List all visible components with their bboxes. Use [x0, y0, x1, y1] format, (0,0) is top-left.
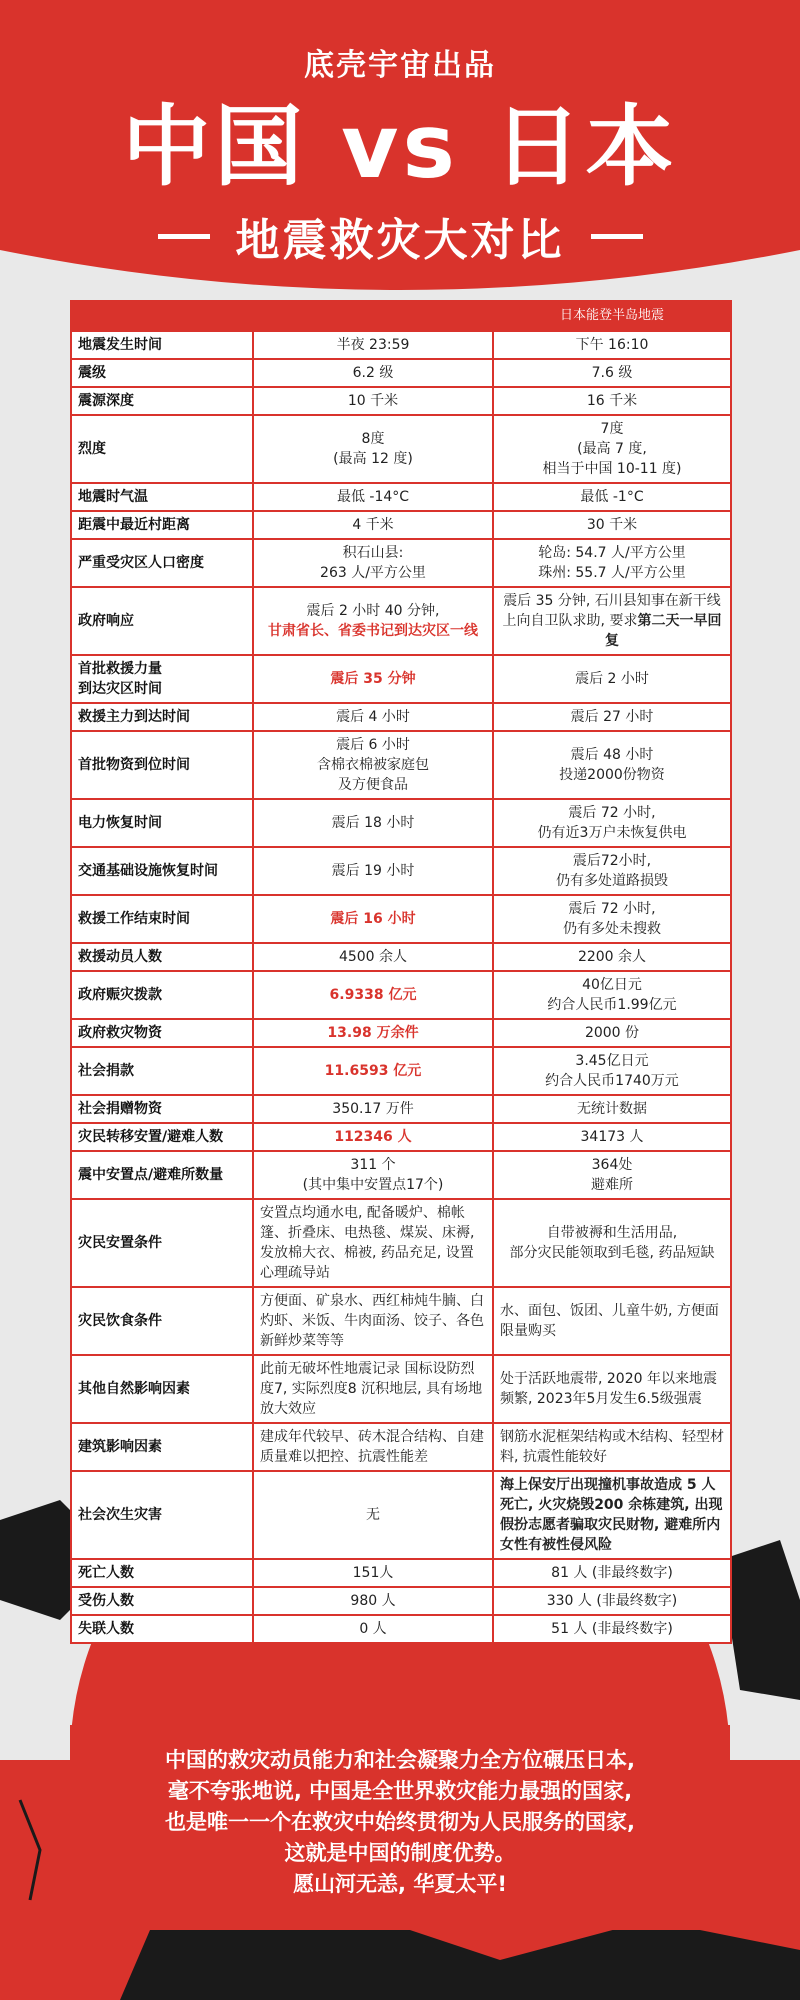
conclusion-line: 愿山河无恙, 华夏太平! [293, 1872, 507, 1896]
row-label: 震源深度 [71, 387, 253, 415]
japan-value [493, 587, 731, 655]
left-dash [158, 234, 210, 239]
table-row [71, 1559, 731, 1587]
china-value: 积石山县: 263 人/平方公里 [253, 539, 493, 587]
row-label: 灾民转移安置/避难人数 [71, 1123, 253, 1151]
row-label: 死亡人数 [71, 1559, 253, 1587]
japan-value: 34173 人 [493, 1123, 731, 1151]
row-label: 救援工作结束时间 [71, 895, 253, 943]
row-label: 救援主力到达时间 [71, 703, 253, 731]
table-row [71, 655, 731, 703]
china-value-text: 震后 2 小时 40 分钟, [306, 603, 440, 619]
table-row [71, 971, 731, 1019]
china-value: 0 人 [253, 1615, 493, 1643]
row-label: 社会次生灾害 [71, 1471, 253, 1559]
table-row [71, 799, 731, 847]
row-label: 社会捐款 [71, 1047, 253, 1095]
japan-value: 轮岛: 54.7 人/平方公里 珠州: 55.7 人/平方公里 [493, 539, 731, 587]
japan-value: 处于活跃地震带, 2020 年以来地震频繁, 2023年5月发生6.5级强震 [493, 1355, 731, 1423]
producer-title: 底壳宇宙出品 [304, 48, 496, 83]
row-label: 其他自然影响因素 [71, 1355, 253, 1423]
main-title: 中国 vs 日本 [122, 95, 678, 198]
japan-value-highlight: 第二天一早回复 [605, 613, 722, 649]
japan-value: 下午 16:10 [493, 331, 731, 359]
row-label: 地震发生时间 [71, 331, 253, 359]
table-row [71, 703, 731, 731]
table-row [71, 359, 731, 387]
japan-value: 51 人 (非最终数字) [493, 1615, 731, 1643]
japan-value: 震后 72 小时, 仍有多处未搜救 [493, 895, 731, 943]
table-row [71, 1047, 731, 1095]
row-label: 社会捐赠物资 [71, 1095, 253, 1123]
japan-value: 最低 -1°C [493, 483, 731, 511]
china-value: 6.9338 亿元 [253, 971, 493, 1019]
china-value: 此前无破坏性地震记录 国标设防烈度7, 实际烈度8 沉积地层, 具有场地放大效应 [253, 1355, 493, 1423]
china-value: 151人 [253, 1559, 493, 1587]
row-label: 政府赈灾拨款 [71, 971, 253, 1019]
header-japan-col: 日本能登半岛地震 [493, 301, 731, 331]
subtitle: 地震救灾大对比 [235, 215, 565, 266]
row-label: 救援动员人数 [71, 943, 253, 971]
table-row [71, 1587, 731, 1615]
japan-value: 震后 48 小时 投递2000份物资 [493, 731, 731, 799]
china-value: 震后 16 小时 [253, 895, 493, 943]
table-row [71, 731, 731, 799]
row-label: 灾民饮食条件 [71, 1287, 253, 1355]
china-value-highlight: 甘肃省长、省委书记到达灾区一线 [268, 623, 478, 639]
table-row [71, 1615, 731, 1643]
table-row [71, 895, 731, 943]
japan-value: 81 人 (非最终数字) [493, 1559, 731, 1587]
table-row [71, 1471, 731, 1559]
table-row [71, 483, 731, 511]
china-value: 方便面、矿泉水、西红柿炖牛腩、白灼虾、米饭、牛肉面汤、饺子、各色新鲜炒菜等等 [253, 1287, 493, 1355]
table-row [71, 539, 731, 587]
japan-value: 水、面包、饭团、儿童牛奶, 方便面限量购买 [493, 1287, 731, 1355]
japan-value: 自带被褥和生活用品, 部分灾民能领取到毛毯, 药品短缺 [493, 1199, 731, 1287]
conclusion-line: 毫不夸张地说, 中国是全世界救灾能力最强的国家, [167, 1779, 633, 1803]
china-value: 10 千米 [253, 387, 493, 415]
row-label: 建筑影响因素 [71, 1423, 253, 1471]
table-row [71, 1287, 731, 1355]
comparison-table-card [70, 300, 730, 1644]
china-value: 震后 6 小时 含棉衣棉被家庭包 及方便食品 [253, 731, 493, 799]
conclusion-line: 也是唯一一个在救灾中始终贯彻为人民服务的国家, [165, 1810, 635, 1834]
japan-value: 3.45亿日元 约合人民币1740万元 [493, 1047, 731, 1095]
subtitle-row [0, 204, 800, 268]
table-row [71, 387, 731, 415]
row-label: 政府救灾物资 [71, 1019, 253, 1047]
japan-value: 震后 27 小时 [493, 703, 731, 731]
china-value: 11.6593 亿元 [253, 1047, 493, 1095]
japan-value: 震后72小时, 仍有多处道路损毁 [493, 847, 731, 895]
conclusion-line: 中国的救灾动员能力和社会凝聚力全方位碾压日本, [165, 1748, 635, 1772]
table-row [71, 1095, 731, 1123]
china-value: 8度 (最高 12 度) [253, 415, 493, 483]
row-label: 灾民安置条件 [71, 1199, 253, 1287]
china-value: 半夜 23:59 [253, 331, 493, 359]
row-label: 严重受灾区人口密度 [71, 539, 253, 587]
row-label: 首批救援力量 到达灾区时间 [71, 655, 253, 703]
table-row [71, 1019, 731, 1047]
table-row [71, 1151, 731, 1199]
row-label: 距震中最近村距离 [71, 511, 253, 539]
japan-value: 30 千米 [493, 511, 731, 539]
china-value: 4500 余人 [253, 943, 493, 971]
japan-value: 海上保安厅出现撞机事故造成 5 人死亡, 火灾烧毁200 余栋建筑, 出现假扮志愿者骗取灾民财物, 避难所内女性有被性侵风险 [493, 1471, 731, 1559]
table-row [71, 587, 731, 655]
china-value: 无 [253, 1471, 493, 1559]
row-label: 震级 [71, 359, 253, 387]
row-label: 首批物资到位时间 [71, 731, 253, 799]
table-row [71, 331, 731, 359]
china-value: 311 个 (其中集中安置点17个) [253, 1151, 493, 1199]
japan-value: 2200 余人 [493, 943, 731, 971]
comparison-table [70, 300, 732, 1644]
table-row [71, 511, 731, 539]
row-label: 震中安置点/避难所数量 [71, 1151, 253, 1199]
japan-value: 7度 (最高 7 度, 相当于中国 10-11 度) [493, 415, 731, 483]
china-value [253, 587, 493, 655]
japan-value: 震后 72 小时, 仍有近3万户未恢复供电 [493, 799, 731, 847]
china-value: 建成年代较早、砖木混合结构、自建质量难以把控、抗震性能差 [253, 1423, 493, 1471]
table-row [71, 1123, 731, 1151]
table-row [71, 1199, 731, 1287]
japan-value: 40亿日元 约合人民币1.99亿元 [493, 971, 731, 1019]
china-value: 安置点均通水电, 配备暖炉、棉帐篷、折叠床、电热毯、煤炭、床褥, 发放棉大衣、棉被, 药品充足, 设置心理疏导站 [253, 1199, 493, 1287]
japan-value: 7.6 级 [493, 359, 731, 387]
japan-value: 钢筋水泥框架结构或木结构、轻型材料, 抗震性能较好 [493, 1423, 731, 1471]
table-row [71, 943, 731, 971]
japan-value: 2000 份 [493, 1019, 731, 1047]
china-value: 震后 19 小时 [253, 847, 493, 895]
header-label-col [71, 301, 253, 331]
table-row [71, 415, 731, 483]
table-header-row [71, 301, 731, 331]
japan-value: 364处 避难所 [493, 1151, 731, 1199]
conclusion-line: 这就是中国的制度优势。 [284, 1841, 516, 1865]
japan-value-text: 震后 35 分钟, 石川县知事在新干线上向自卫队求助, 要求 [502, 593, 721, 629]
conclusion-card [70, 1725, 730, 1930]
japan-value: 震后 2 小时 [493, 655, 731, 703]
china-value: 6.2 级 [253, 359, 493, 387]
china-value: 13.98 万余件 [253, 1019, 493, 1047]
china-value: 4 千米 [253, 511, 493, 539]
table-row [71, 1423, 731, 1471]
row-label: 政府响应 [71, 587, 253, 655]
table-row [71, 847, 731, 895]
row-label: 地震时气温 [71, 483, 253, 511]
row-label: 失联人数 [71, 1615, 253, 1643]
row-label: 交通基础设施恢复时间 [71, 847, 253, 895]
china-value: 震后 35 分钟 [253, 655, 493, 703]
row-label: 烈度 [71, 415, 253, 483]
right-dash [591, 234, 643, 239]
japan-value: 无统计数据 [493, 1095, 731, 1123]
row-label: 受伤人数 [71, 1587, 253, 1615]
china-value: 最低 -14°C [253, 483, 493, 511]
table-row [71, 1355, 731, 1423]
china-value: 112346 人 [253, 1123, 493, 1151]
china-value: 震后 18 小时 [253, 799, 493, 847]
china-value: 980 人 [253, 1587, 493, 1615]
china-value: 350.17 万件 [253, 1095, 493, 1123]
japan-value: 330 人 (非最终数字) [493, 1587, 731, 1615]
japan-value: 16 千米 [493, 387, 731, 415]
row-label: 电力恢复时间 [71, 799, 253, 847]
header-china-col [253, 301, 493, 331]
china-value: 震后 4 小时 [253, 703, 493, 731]
